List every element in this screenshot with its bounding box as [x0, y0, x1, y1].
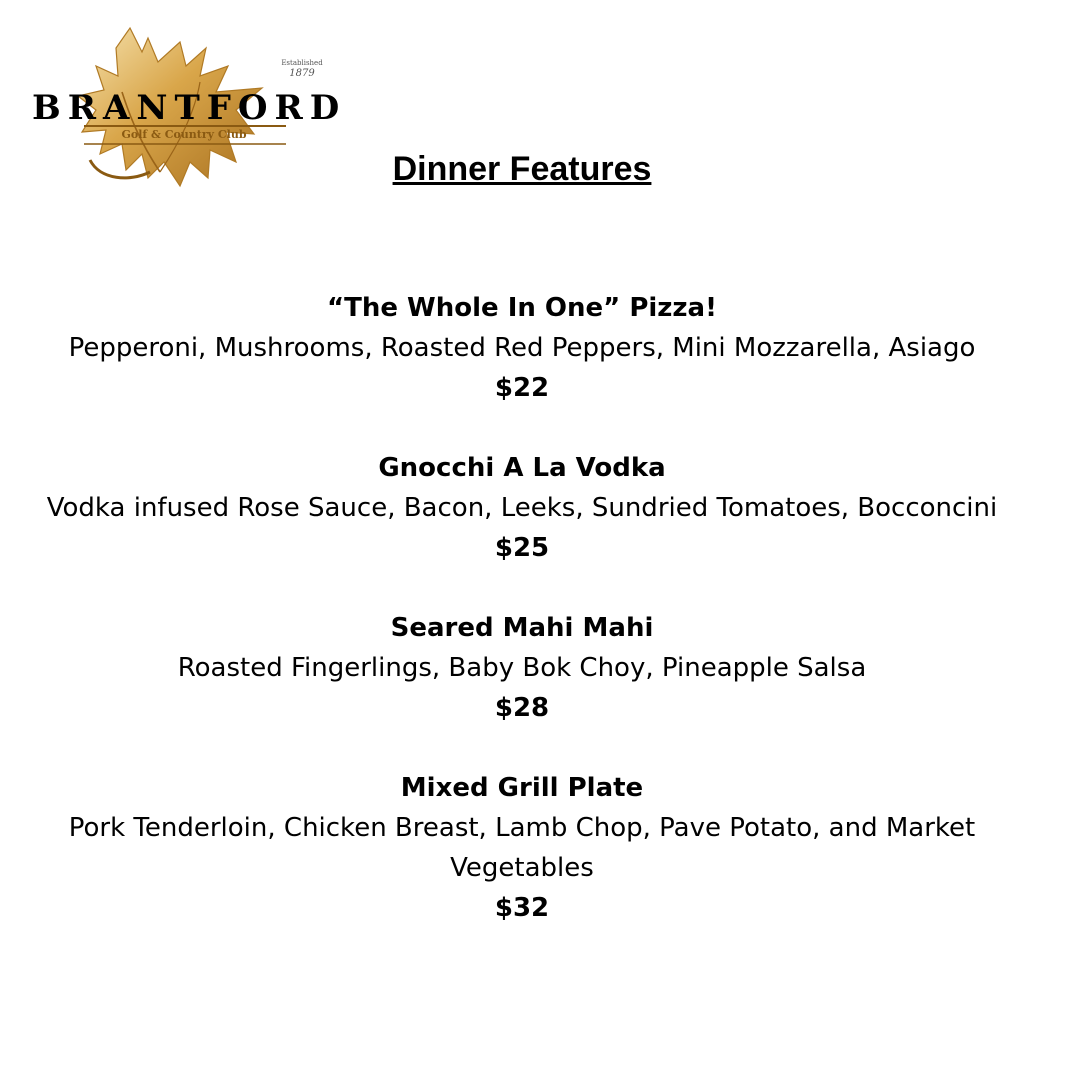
- established-year: 1879: [289, 68, 315, 79]
- menu-item: [0, 768, 1044, 928]
- menu-item: [0, 608, 1044, 728]
- menu-list: [0, 288, 1044, 968]
- menu-item: [0, 448, 1044, 568]
- menu-item-name: Mixed Grill Plate: [400, 773, 644, 803]
- menu-item-price: $32: [494, 893, 550, 923]
- page-title: Dinner Features: [392, 150, 652, 188]
- menu-item: [0, 288, 1044, 408]
- menu-item-name: “The Whole In One” Pizza!: [327, 293, 717, 323]
- menu-item-price: $25: [494, 533, 550, 563]
- menu-item-name: Seared Mahi Mahi: [390, 613, 654, 643]
- menu-item-price: $28: [494, 693, 550, 723]
- brand-subtitle: Golf & Country Club: [121, 128, 247, 141]
- established-label: Established: [281, 59, 323, 67]
- menu-item-price: $22: [494, 373, 550, 403]
- menu-item-description: Pepperoni, Mushrooms, Roasted Red Peppers, Mini Mozzarella, Asiago: [68, 333, 976, 363]
- menu-item-description: Vodka infused Rose Sauce, Bacon, Leeks, Sundried Tomatoes, Bocconcini: [46, 493, 998, 523]
- menu-item-name: Gnocchi A La Vodka: [378, 453, 666, 483]
- menu-item-description: Pork Tenderloin, Chicken Breast, Lamb Chop, Pave Potato, and Market Vegetables: [68, 813, 976, 883]
- menu-item-description: Roasted Fingerlings, Baby Bok Choy, Pineapple Salsa: [177, 653, 867, 683]
- brand-name: BRANTFORD: [32, 88, 347, 128]
